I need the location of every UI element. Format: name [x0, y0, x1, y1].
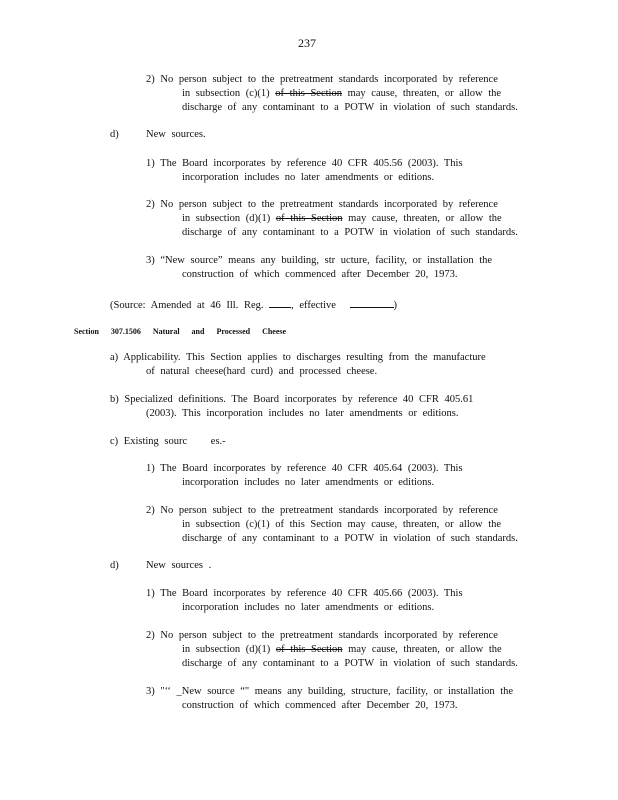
c-item2-line3: discharge of any contaminant to a POTW in violation of such standards. [182, 533, 518, 544]
d1-item1-line1: 1) The Board incorporates by reference 40 CFR 405.56 (2003). This [146, 158, 463, 169]
ref-text: in subsection (d)(1) [182, 644, 271, 655]
sec-c-text: c) Existing sourc [110, 436, 188, 447]
blank-line [350, 296, 394, 308]
c-item1-line2: incorporation includes no later amendments or editions. [182, 477, 435, 488]
sec-c-line1 [110, 435, 226, 449]
d2-item2-line2 [182, 643, 502, 657]
blank-line [269, 296, 291, 308]
sec-c-text-cont: es.- [210, 436, 226, 447]
struck-text: of this Section [275, 213, 343, 224]
ref-text: in subsection (d)(1) [182, 213, 271, 224]
c-item2-line1: 2) No person subject to the pretreatment standards incorporated by reference [146, 505, 498, 516]
d2-item1-line2: incorporation includes no later amendments or editions. [182, 602, 435, 613]
subsection-label: d) [110, 560, 119, 571]
sec-a-line2: of natural cheese(hard curd) and processed cheese. [146, 366, 378, 377]
ref-text-cont: may cause, threaten, or allow the [348, 644, 502, 655]
source-note-mid: , effective [291, 300, 336, 311]
top-item2-line3: discharge of any contaminant to a POTW in violation of such standards. [182, 102, 518, 113]
top-item2-line2 [182, 87, 501, 101]
d1-item3-line1: 3) “New source” means any building, str ucture, facility, or installation the [146, 255, 493, 266]
section-heading: Section 307.1506 Natural and Processed Cheese [74, 327, 287, 336]
c-item2-line2: in subsection (c)(1) of this Section may cause, threaten, or allow the [182, 519, 502, 530]
d2-item1-line1: 1) The Board incorporates by reference 40 CFR 405.66 (2003). This [146, 588, 463, 599]
subsection-label: d) [110, 129, 119, 140]
struck-text: of this Section [275, 644, 343, 655]
page-number: 237 [298, 36, 316, 50]
c-item1-line1: 1) The Board incorporates by reference 40 CFR 405.64 (2003). This [146, 463, 463, 474]
subsection-title: New sources . [146, 560, 212, 571]
d2-item2-line1: 2) No person subject to the pretreatment standards incorporated by reference [146, 630, 498, 641]
d1-item2-line3: discharge of any contaminant to a POTW in violation of such standards. [182, 227, 518, 238]
d2-item2-line3: discharge of any contaminant to a POTW in violation of such standards. [182, 658, 518, 669]
source-note-text: (Source: Amended at 46 Ill. Reg. [110, 300, 264, 311]
sec-b-line2: (2003). This incorporation includes no later amendments or editions. [146, 408, 459, 419]
sec-b-line1: b) Specialized definitions. The Board incorporates by reference 40 CFR 405.61 [110, 394, 474, 405]
d1-item2-line1: 2) No person subject to the pretreatment standards incorporated by reference [146, 199, 498, 210]
source-note-end: ) [393, 300, 398, 311]
subsection-title: New sources. [146, 129, 206, 140]
source-note [110, 296, 397, 313]
top-item2-line1: 2) No person subject to the pretreatment standards incorporated by reference [146, 74, 498, 85]
d1-item1-line2: incorporation includes no later amendments or editions. [182, 172, 435, 183]
sec-a-line1: a) Applicability. This Section applies to discharges resulting from the manufacture [110, 352, 486, 363]
ref-text: in subsection (c)(1) [182, 88, 270, 99]
d2-item3-line2: construction of which commenced after December 20, 1973. [182, 700, 458, 711]
d1-item2-line2 [182, 212, 502, 226]
struck-text: of this Section [275, 88, 342, 99]
d1-item3-line2: construction of which commenced after December 20, 1973. [182, 269, 458, 280]
ref-text-cont: may cause, threaten, or allow the [348, 213, 502, 224]
ref-text-cont: may cause, threaten, or allow the [347, 88, 502, 99]
d2-item3-line1: 3) "‘‘ _New source “" means any building, structure, facility, or installation the [146, 686, 514, 697]
